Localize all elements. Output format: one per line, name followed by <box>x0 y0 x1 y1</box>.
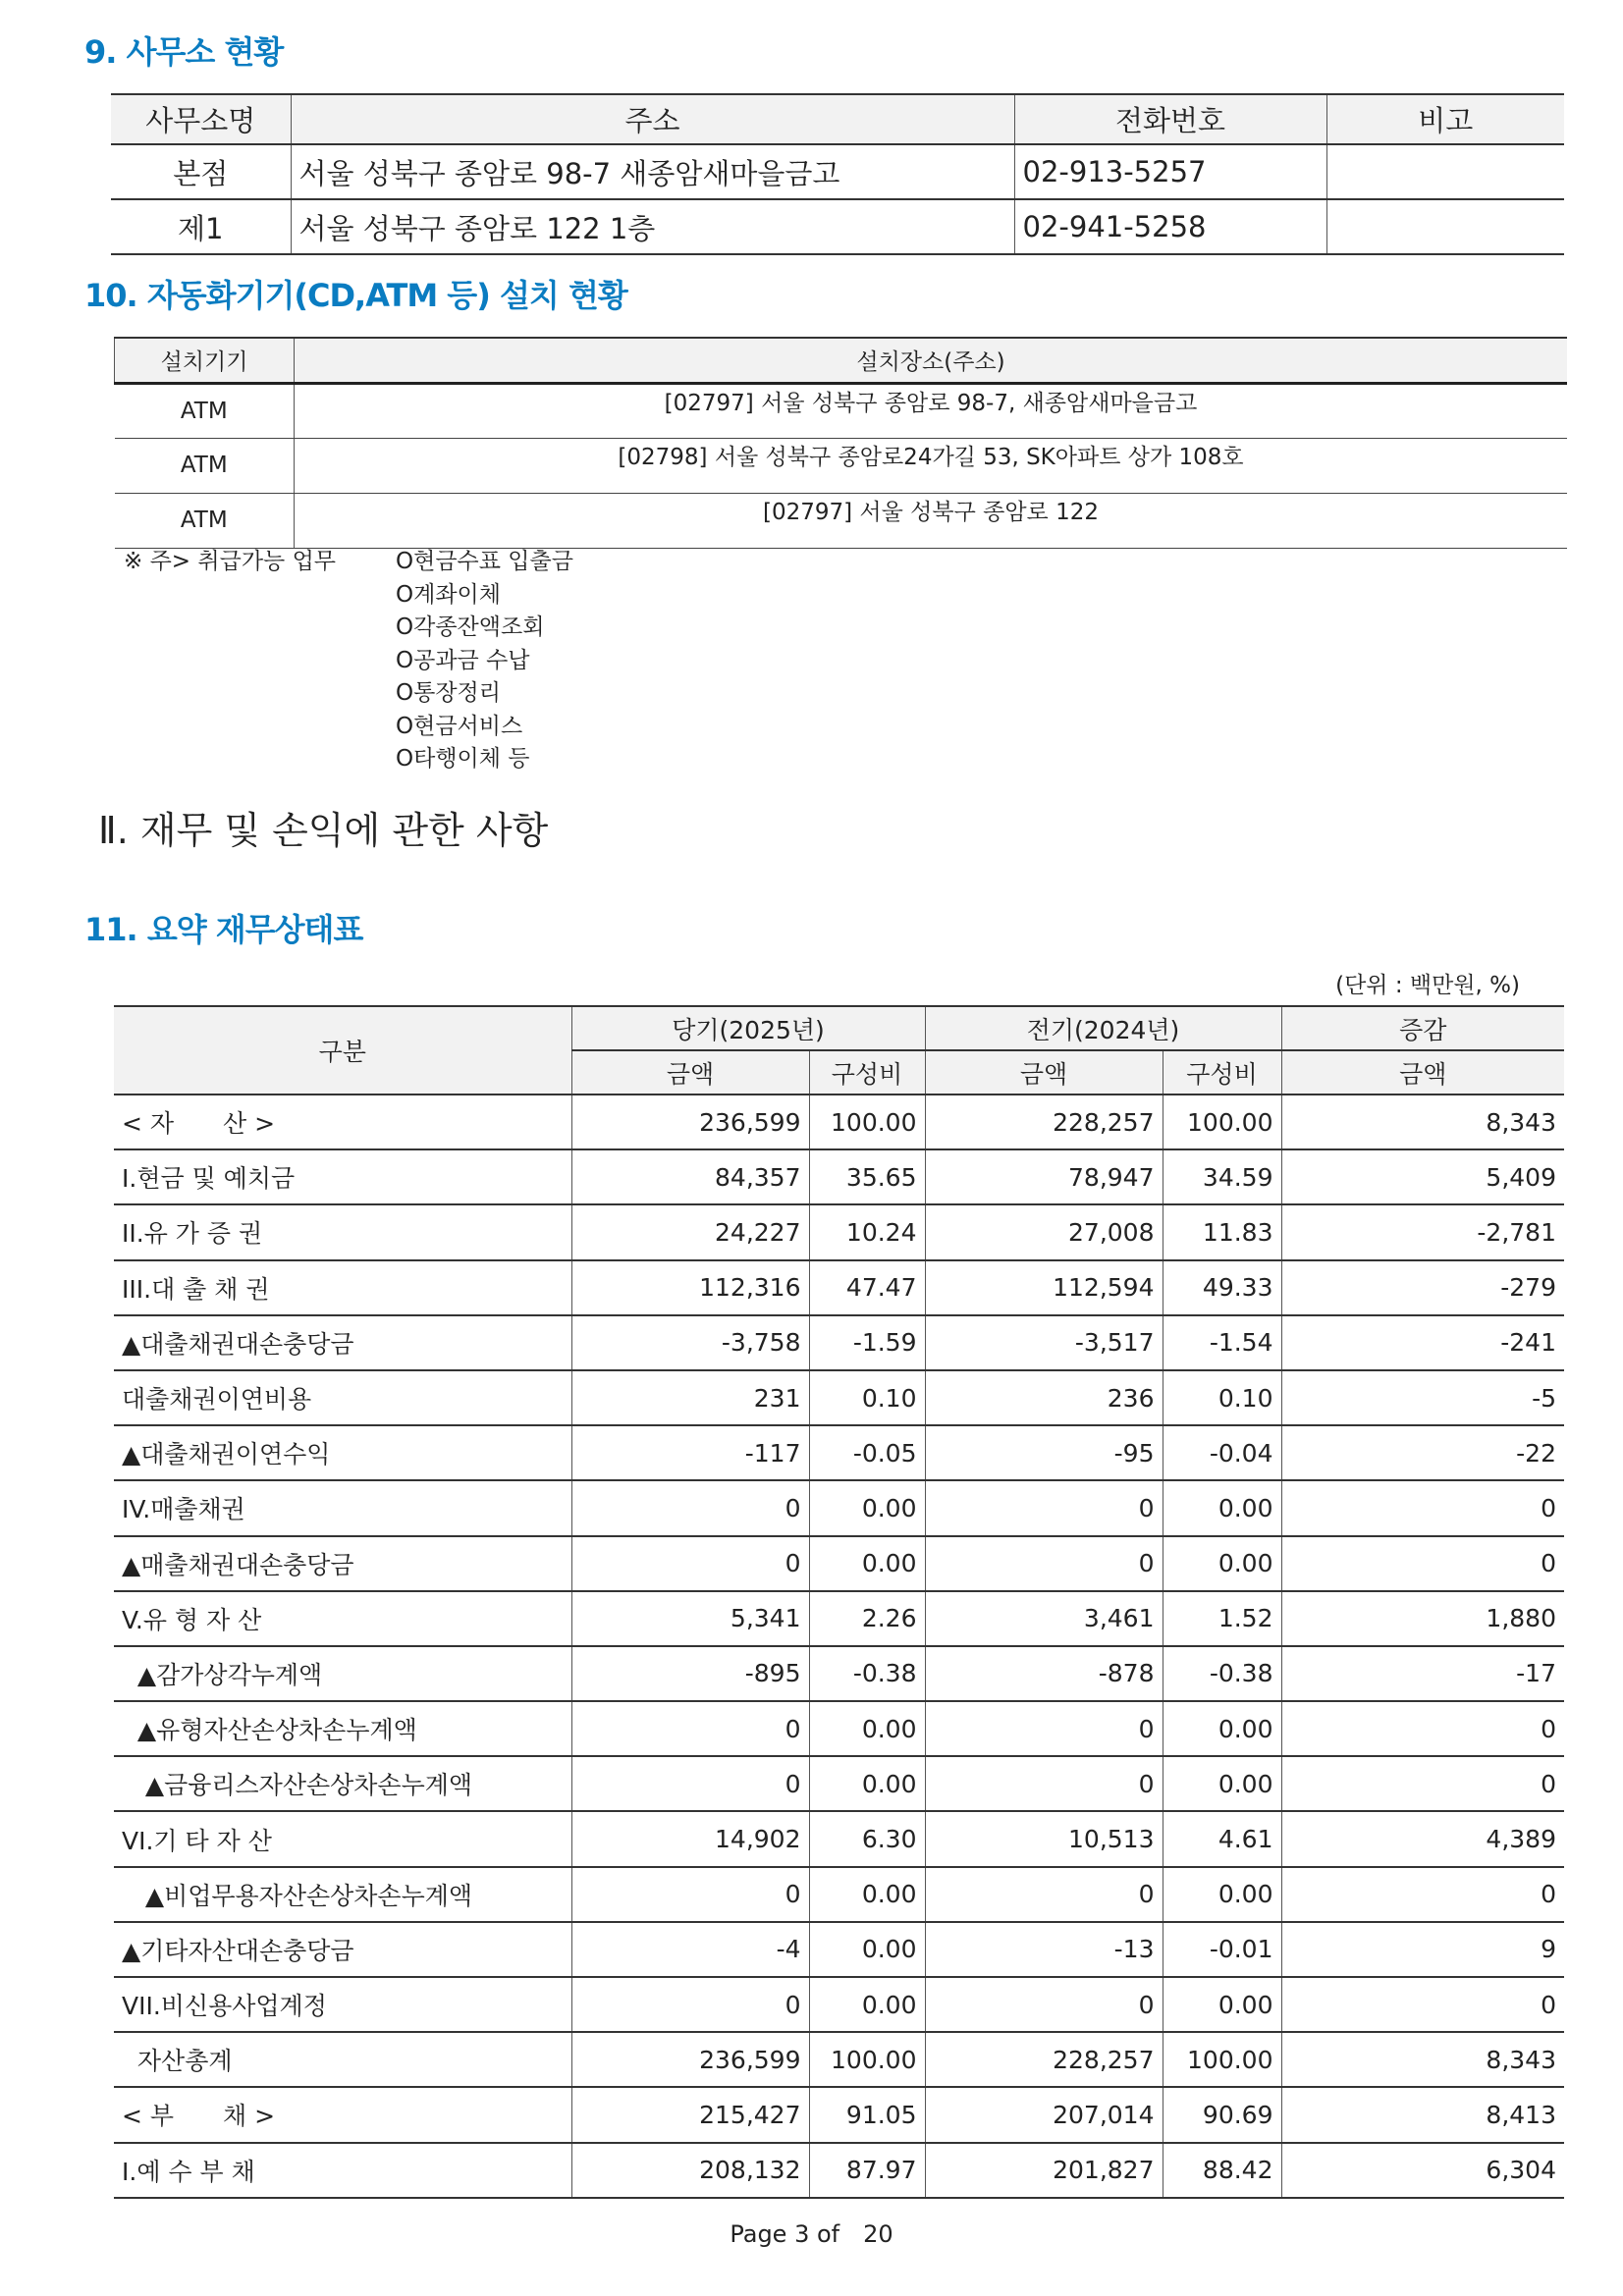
value-cell: 24,227 <box>571 1204 809 1259</box>
value-cell: 0.10 <box>1163 1370 1281 1425</box>
value-cell: 47.47 <box>809 1260 925 1315</box>
note-item: O현금수표 입출금 <box>396 549 573 574</box>
value-cell: 0.00 <box>1163 1977 1281 2032</box>
value-cell: 0 <box>1281 1536 1564 1591</box>
value-cell: 49.33 <box>1163 1260 1281 1315</box>
value-cell: -0.01 <box>1163 1922 1281 1977</box>
row-label: 자산총계 <box>114 2032 571 2087</box>
value-cell: -117 <box>571 1425 809 1480</box>
value-cell: 0 <box>571 1536 809 1591</box>
note-item: O통장정리 <box>396 680 501 706</box>
value-cell: 5,409 <box>1281 1149 1564 1204</box>
value-cell: 207,014 <box>925 2087 1163 2142</box>
section-9-title: 9. 사무소 현황 <box>84 33 284 71</box>
table-row <box>114 1756 1564 1811</box>
value-cell: -0.38 <box>809 1646 925 1701</box>
table-row <box>114 1315 1564 1370</box>
value-cell: 100.00 <box>809 1095 925 1149</box>
value-cell: 0.00 <box>1163 1480 1281 1535</box>
value-cell: 87.97 <box>809 2143 925 2198</box>
value-cell: 0.00 <box>1163 1756 1281 1811</box>
section-10-title: 10. 자동화기기(CD,ATM 등) 설치 현황 <box>84 277 627 314</box>
value-cell: 236,599 <box>571 1095 809 1149</box>
column-header: 주소 <box>291 94 1014 144</box>
value-cell: 0.00 <box>1163 1701 1281 1756</box>
table-row <box>114 1095 1564 1149</box>
value-cell: 34.59 <box>1163 1149 1281 1204</box>
row-label: 대출채권이연비용 <box>114 1370 571 1425</box>
row-label: ▲감가상각누계액 <box>114 1646 571 1701</box>
row-label: III.대 출 채 권 <box>114 1260 571 1315</box>
value-cell: 8,343 <box>1281 1095 1564 1149</box>
table-cell: ATM <box>115 493 295 548</box>
row-label: ▲기타자산대손충당금 <box>114 1922 571 1977</box>
row-label: ▲금융리스자산손상차손누계액 <box>114 1756 571 1811</box>
value-cell: 236,599 <box>571 2032 809 2087</box>
note-item: O공과금 수납 <box>396 647 530 673</box>
row-label: ▲유형자산손상차손누계액 <box>114 1701 571 1756</box>
header-ratio: 구성비 <box>809 1050 925 1095</box>
row-label: ▲매출채권대손충당금 <box>114 1536 571 1591</box>
table-cell <box>1326 144 1564 199</box>
table-row <box>114 1149 1564 1204</box>
column-header: 비고 <box>1326 94 1564 144</box>
value-cell: -0.38 <box>1163 1646 1281 1701</box>
value-cell: 236 <box>925 1370 1163 1425</box>
note-label: ※ 주> 취급가능 업무 <box>124 549 337 574</box>
table-cell: 서울 성북구 종암로 122 1층 <box>291 199 1014 254</box>
value-cell: 1,880 <box>1281 1591 1564 1646</box>
header-gubun: 구분 <box>114 1006 571 1095</box>
value-cell: 112,594 <box>925 1260 1163 1315</box>
value-cell: -0.05 <box>809 1425 925 1480</box>
table-row <box>114 1646 1564 1701</box>
value-cell: 5,341 <box>571 1591 809 1646</box>
row-label: ▲대출채권이연수익 <box>114 1425 571 1480</box>
row-label: V.유 형 자 산 <box>114 1591 571 1646</box>
value-cell: 35.65 <box>809 1149 925 1204</box>
value-cell: 0.00 <box>1163 1536 1281 1591</box>
value-cell: 91.05 <box>809 2087 925 2142</box>
table-row <box>115 438 1568 493</box>
section-11-title: 11. 요약 재무상태표 <box>84 911 363 948</box>
value-cell: 0.00 <box>809 1922 925 1977</box>
value-cell: -4 <box>571 1922 809 1977</box>
value-cell: 90.69 <box>1163 2087 1281 2142</box>
value-cell: 3,461 <box>925 1591 1163 1646</box>
value-cell: 10.24 <box>809 1204 925 1259</box>
table-cell: [02798] 서울 성북구 종암로24가길 53, SK아파트 상가 108호 <box>295 438 1568 493</box>
table-row <box>111 144 1564 199</box>
table-row <box>114 2143 1564 2198</box>
value-cell: 0 <box>925 1536 1163 1591</box>
value-cell: -3,517 <box>925 1315 1163 1370</box>
value-cell: -241 <box>1281 1315 1564 1370</box>
table-row <box>114 1480 1564 1535</box>
value-cell: 0 <box>571 1867 809 1922</box>
value-cell: -895 <box>571 1646 809 1701</box>
value-cell: -95 <box>925 1425 1163 1480</box>
value-cell: 84,357 <box>571 1149 809 1204</box>
note-item: O각종잔액조회 <box>396 614 545 640</box>
value-cell: 0 <box>571 1756 809 1811</box>
table-row <box>114 1370 1564 1425</box>
value-cell: 0 <box>571 1701 809 1756</box>
value-cell: 0.00 <box>809 1756 925 1811</box>
value-cell: -13 <box>925 1922 1163 1977</box>
row-label: < 자 산 > <box>114 1095 571 1149</box>
table-row <box>114 1867 1564 1922</box>
value-cell: -878 <box>925 1646 1163 1701</box>
row-label: VII.비신용사업계정 <box>114 1977 571 2032</box>
value-cell: 6,304 <box>1281 2143 1564 2198</box>
table-row <box>115 493 1568 548</box>
row-label: IV.매출채권 <box>114 1480 571 1535</box>
note-item: O계좌이체 <box>396 581 501 608</box>
value-cell: 8,343 <box>1281 2032 1564 2087</box>
row-label: I.예 수 부 채 <box>114 2143 571 2198</box>
atm-note <box>124 546 573 772</box>
row-label: ▲비업무용자산손상차손누계액 <box>114 1867 571 1922</box>
table-row <box>114 1922 1564 1977</box>
value-cell: 10,513 <box>925 1811 1163 1866</box>
value-cell: -279 <box>1281 1260 1564 1315</box>
value-cell: 8,413 <box>1281 2087 1564 2142</box>
column-header: 사무소명 <box>111 94 291 144</box>
unit-label: (단위 : 백만원, %) <box>1335 973 1520 998</box>
value-cell: 27,008 <box>925 1204 1163 1259</box>
value-cell: 14,902 <box>571 1811 809 1866</box>
value-cell: 4.61 <box>1163 1811 1281 1866</box>
value-cell: 2.26 <box>809 1591 925 1646</box>
value-cell: 215,427 <box>571 2087 809 2142</box>
column-header: 전화번호 <box>1014 94 1326 144</box>
table-cell: ATM <box>115 438 295 493</box>
table-row <box>114 1701 1564 1756</box>
value-cell: 1.52 <box>1163 1591 1281 1646</box>
value-cell: 0 <box>571 1480 809 1535</box>
value-cell: 112,316 <box>571 1260 809 1315</box>
header-current: 당기(2025년) <box>571 1006 925 1050</box>
row-label: < 부 채 > <box>114 2087 571 2142</box>
table-cell: [02797] 서울 성북구 종암로 122 <box>295 493 1568 548</box>
value-cell: 100.00 <box>809 2032 925 2087</box>
table-cell: 서울 성북구 종암로 98-7 새종암새마을금고 <box>291 144 1014 199</box>
atm-table <box>114 337 1567 549</box>
value-cell: 0.00 <box>809 1977 925 2032</box>
table-row <box>114 1536 1564 1591</box>
table-row <box>114 1591 1564 1646</box>
value-cell: 0.00 <box>809 1480 925 1535</box>
value-cell: 100.00 <box>1163 1095 1281 1149</box>
value-cell: 228,257 <box>925 2032 1163 2087</box>
table-cell: ATM <box>115 383 295 438</box>
value-cell: 11.83 <box>1163 1204 1281 1259</box>
row-label: VI.기 타 자 산 <box>114 1811 571 1866</box>
value-cell: 201,827 <box>925 2143 1163 2198</box>
column-header: 설치장소(주소) <box>295 338 1568 383</box>
value-cell: 0 <box>925 1867 1163 1922</box>
note-item: O현금서비스 <box>396 713 523 739</box>
value-cell: 0 <box>1281 1977 1564 2032</box>
value-cell: 228,257 <box>925 1095 1163 1149</box>
value-cell: 0.00 <box>809 1536 925 1591</box>
header-amount: 금액 <box>925 1050 1163 1095</box>
value-cell: 0 <box>925 1701 1163 1756</box>
table-row <box>114 1977 1564 2032</box>
value-cell: 0 <box>925 1480 1163 1535</box>
value-cell: 0 <box>571 1977 809 2032</box>
header-amount: 금액 <box>571 1050 809 1095</box>
table-row <box>111 199 1564 254</box>
value-cell: 0 <box>925 1756 1163 1811</box>
value-cell: 4,389 <box>1281 1811 1564 1866</box>
value-cell: 0 <box>1281 1480 1564 1535</box>
value-cell: -3,758 <box>571 1315 809 1370</box>
value-cell: -0.04 <box>1163 1425 1281 1480</box>
balance-sheet-table <box>114 1005 1564 2199</box>
value-cell: 0 <box>925 1977 1163 2032</box>
table-row <box>114 1425 1564 1480</box>
table-cell: 본점 <box>111 144 291 199</box>
header-amount: 금액 <box>1281 1050 1564 1095</box>
value-cell: 0.00 <box>809 1701 925 1756</box>
value-cell: 0.00 <box>809 1867 925 1922</box>
value-cell: 0 <box>1281 1867 1564 1922</box>
table-row <box>114 1260 1564 1315</box>
value-cell: 9 <box>1281 1922 1564 1977</box>
value-cell: 0 <box>1281 1701 1564 1756</box>
value-cell: -17 <box>1281 1646 1564 1701</box>
value-cell: 6.30 <box>809 1811 925 1866</box>
value-cell: -2,781 <box>1281 1204 1564 1259</box>
value-cell: -22 <box>1281 1425 1564 1480</box>
table-cell <box>1326 199 1564 254</box>
office-table <box>111 93 1564 255</box>
header-ratio: 구성비 <box>1163 1050 1281 1095</box>
value-cell: -5 <box>1281 1370 1564 1425</box>
table-row <box>115 383 1568 438</box>
row-label: I.현금 및 예치금 <box>114 1149 571 1204</box>
section-2-title: Ⅱ. 재무 및 손익에 관한 사항 <box>98 809 549 852</box>
header-change: 증감 <box>1281 1006 1564 1050</box>
table-cell: 02-913-5257 <box>1014 144 1326 199</box>
header-previous: 전기(2024년) <box>925 1006 1281 1050</box>
table-row <box>114 1811 1564 1866</box>
row-label: ▲대출채권대손충당금 <box>114 1315 571 1370</box>
value-cell: 88.42 <box>1163 2143 1281 2198</box>
page-number: Page 3 of 20 <box>730 2220 893 2248</box>
table-cell: [02797] 서울 성북구 종암로 98-7, 새종암새마을금고 <box>295 383 1568 438</box>
value-cell: 231 <box>571 1370 809 1425</box>
table-cell: 02-941-5258 <box>1014 199 1326 254</box>
note-item: O타행이체 등 <box>396 746 530 772</box>
table-cell: 제1 <box>111 199 291 254</box>
value-cell: 0.10 <box>809 1370 925 1425</box>
value-cell: 0 <box>1281 1756 1564 1811</box>
table-row <box>114 2087 1564 2142</box>
value-cell: 0.00 <box>1163 1867 1281 1922</box>
table-row <box>114 1204 1564 1259</box>
value-cell: 100.00 <box>1163 2032 1281 2087</box>
column-header: 설치기기 <box>115 338 295 383</box>
value-cell: 78,947 <box>925 1149 1163 1204</box>
table-row <box>114 2032 1564 2087</box>
value-cell: -1.54 <box>1163 1315 1281 1370</box>
row-label: II.유 가 증 권 <box>114 1204 571 1259</box>
value-cell: -1.59 <box>809 1315 925 1370</box>
value-cell: 208,132 <box>571 2143 809 2198</box>
